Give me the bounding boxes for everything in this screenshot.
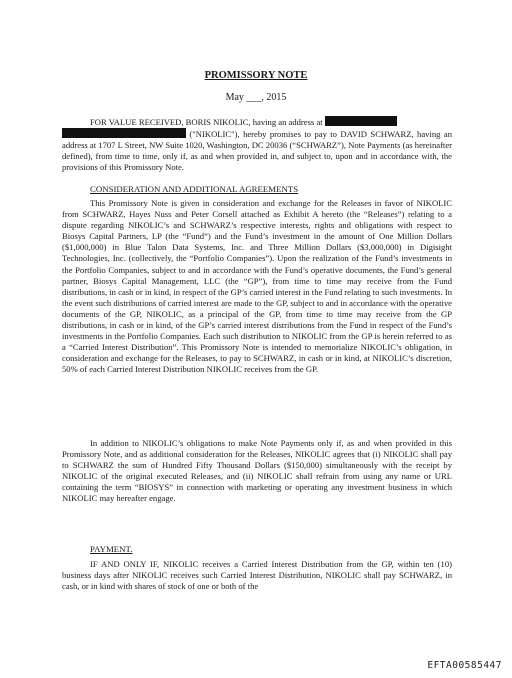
document-title: PROMISSORY NOTE <box>204 70 308 81</box>
document-date: May ___, 2015 <box>225 92 287 103</box>
intro-paragraph <box>62 116 452 173</box>
bates-number: EFTA00585447 <box>427 660 502 671</box>
redaction-box <box>325 116 397 126</box>
intro-text-end: ("NIKOLIC"), hereby promises to pay to DAVID SCHWARZ, having an address at 1707 L Street, NW Suite 1020, Washington, DC 20036 (“SCHWARZ”), Note Payments (as hereinafter defined), from time to time, only if, as and when provided in, and subject to, upon and in accordance with, the provisions of this Promissory Note. <box>62 129 452 173</box>
consideration-paragraph-1: This Promissory Note is given in consideration and exchange for the Releases in favor of NIKOLIC from SCHWARZ, Hayes Nuss and Peter Corsell attached as Exhibit A hereto (the “Releases”) relating to a dispute regarding NIKOLIC’s and SCHWARZ’s respective interests, rights and obligations with respect to Biosys Capital Partners, LP (the “Fund”) and the Fund’s investment in the amount of One Million Dollars ($1,000,000) in Blue Talon Data Systems, Inc. and Three Million Dollars ($3,000,000) in Digisight Technologies, Inc. (collectively, the “Portfolio Companies”). Upon the realization of the Fund’s investments in the Portfolio Companies, subject to and in accordance with the Fund’s operative documents, the Fund’s general partner, Biosys Capital Management, LLC (the “GP”), from time to time may receive from the Fund distributions, in cash or in kind, in respect of the GP’s carried interest in the Fund relating to such investments. In the event such distributions of carried interest are made to the GP, subject to and in accordance with the operative documents of the GP, NIKOLIC, as a principal of the GP, from time to time may receive from the GP distributions, in cash or in kind, of the GP’s carried interest distributions from the Fund in respect of the Fund’s investments in the Portfolio Companies. Each such distribution to NIKOLIC from the GP is herein referred to as a “Carried Interest Distribution”. This Promissory Note is intended to memorialize NIKOLIC’s obligation, in consideration and exchange for the Releases, to pay to SCHWARZ, in cash or in kind, at NIKOLIC’s discretion, 50% of each Carried Interest Distribution NIKOLIC receives from the GP. <box>62 198 452 375</box>
section-heading-consideration: CONSIDERATION AND ADDITIONAL AGREEMENTS <box>90 184 299 194</box>
redaction-box <box>62 128 186 138</box>
section-heading-payment: PAYMENT. <box>90 544 133 554</box>
intro-text-start: FOR VALUE RECEIVED, BORIS NIKOLIC, having an address at <box>90 117 323 127</box>
payment-paragraph-1: IF AND ONLY IF, NIKOLIC receives a Carried Interest Distribution from the GP, within ten (10) business days after NIKOLIC receives such Carried Interest Distribution, NIKOLIC shall pay SCHWARZ, in cash, or in kind with shares of stock of one or both of the <box>62 559 452 592</box>
consideration-paragraph-2: In addition to NIKOLIC’s obligations to make Note Payments only if, as and when provided in this Promissory Note, and as additional consideration for the Releases, NIKOLIC agrees that (i) NIKOLIC shall pay to SCHWARZ the sum of Hundred Fifty Thousand Dollars ($150,000) simultaneously with the receipt by NIKOLIC of the original executed Releases, and (ii) NIKOLIC shall refrain from using any name or URL containing the term “BIOSYS” in connection with marketing or operating any investment business in which NIKOLIC may hereafter engage. <box>62 438 452 504</box>
